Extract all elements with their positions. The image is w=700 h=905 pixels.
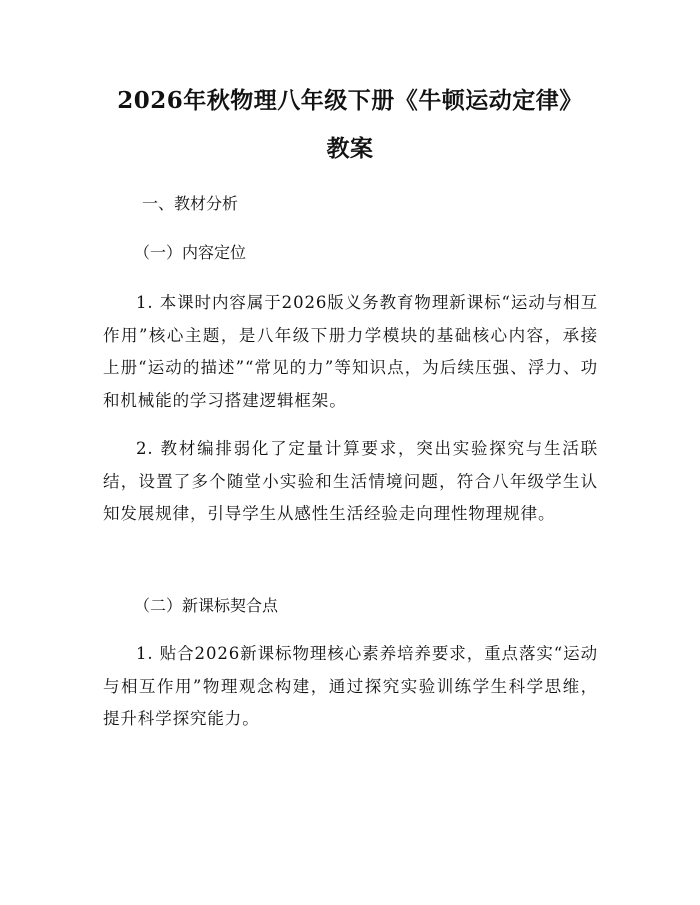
section-heading: 一、教材分析 (142, 194, 239, 213)
document-title-continuation: 教案 (326, 135, 374, 162)
paragraph: 2. 教材编排弱化了定量计算要求，突出实验探究与生活联结，设置了多个随堂小实验和生活情境问题，符合八年级学生认知发展规律，引导学生从感性生活经验走向理性物理规律。 (103, 439, 598, 523)
document-title: 2026年秋物理八年级下册《牛顿运动定律》 (117, 87, 583, 114)
paragraph: 1. 本课时内容属于2026版义务教育物理新课标“运动与相互作用”核心主题，是八年级下册力学模块的基础核心内容，承接上册“运动的描述”“常见的力”等知识点，为后续压强、浮力、功和机械能的学习搭建逻辑框架。 (103, 293, 598, 410)
paragraph: 1. 贴合2026新课标物理核心素养培养要求，重点落实“运动与相互作用”物理观念构建，通过探究实验训练学生科学思维，提升科学探究能力。 (103, 644, 598, 728)
subsection-heading: （二）新课标契合点 (134, 596, 279, 615)
subsection-heading: （一）内容定位 (134, 243, 247, 262)
